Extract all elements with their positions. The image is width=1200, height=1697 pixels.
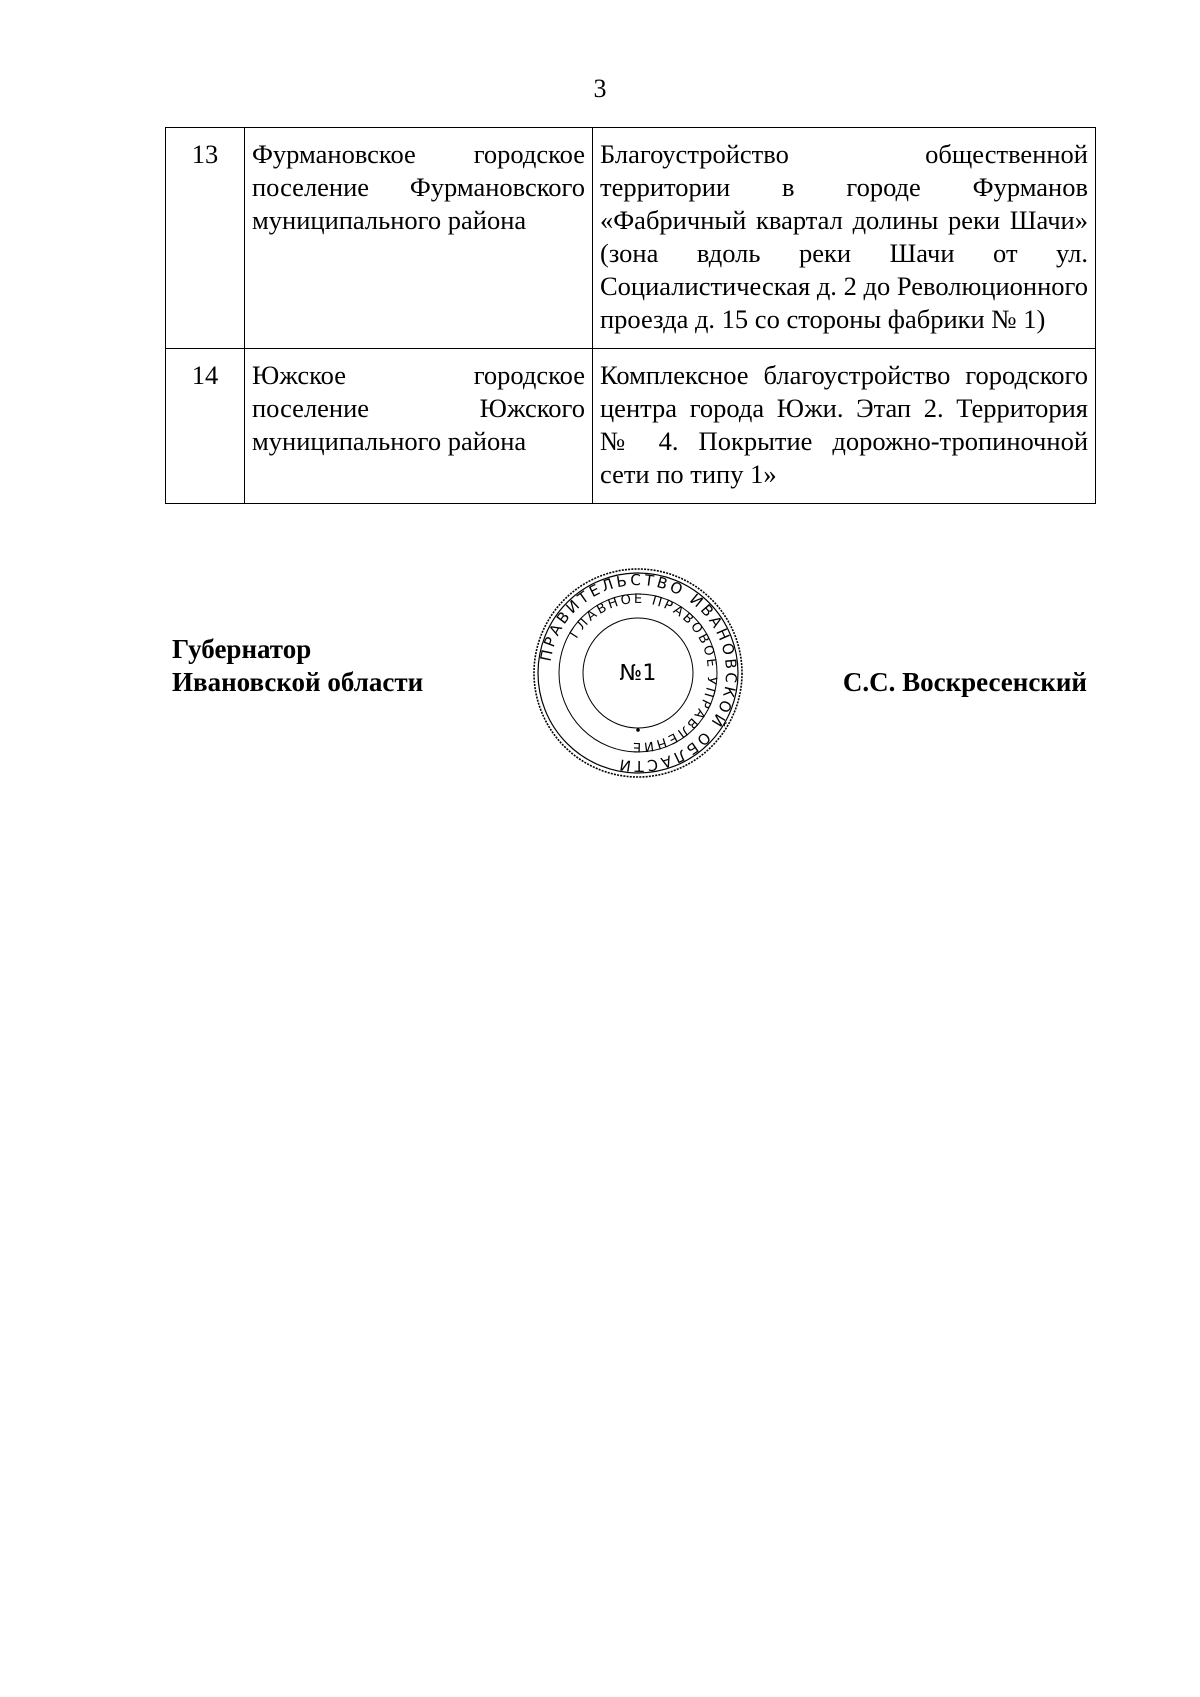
table-row <box>166 349 1096 504</box>
project-cell: Благоустройство общественной территории в городе Фурманов «Фабричный квартал долины реки Шачи» (зона вдоль реки Шачи от ул. Социалистическая д. 2 до Революционного проезда д. 15 со стороны фабрики № 1) <box>593 128 1096 349</box>
signatory-position-line2: Ивановской области <box>172 667 424 697</box>
row-number: 14 <box>166 349 245 504</box>
row-number: 13 <box>166 128 245 349</box>
project-cell: Комплексное благоустройство городского центра города Южи. Этап 2. Территория № 4. Покрытие дорожно-тропиночной сети по типу 1» <box>593 349 1096 504</box>
signatory-position-line1: Губернатор <box>172 634 312 664</box>
signatory-position <box>172 633 423 699</box>
official-seal-stamp <box>530 565 746 781</box>
seal-outer-text: ПРАВИТЕЛЬСТВО ИВАНОВСКОЙ ОБЛАСТИ <box>536 570 741 776</box>
municipality-cell: Южское городское поселение Южского муниципального района <box>245 349 593 504</box>
seal-number: №1 <box>619 661 657 686</box>
table-row <box>166 128 1096 349</box>
signatory-name: С.С. Воскресенский <box>842 667 1087 697</box>
seal-inner-text: ГЛАВНОЕ ПРАВОВОЕ УПРАВЛЕНИЕ <box>567 591 720 755</box>
page-number: 3 <box>593 74 607 103</box>
municipality-cell: Фурмановское городское поселение Фурмановского муниципального района <box>245 128 593 349</box>
projects-table <box>165 127 1096 504</box>
